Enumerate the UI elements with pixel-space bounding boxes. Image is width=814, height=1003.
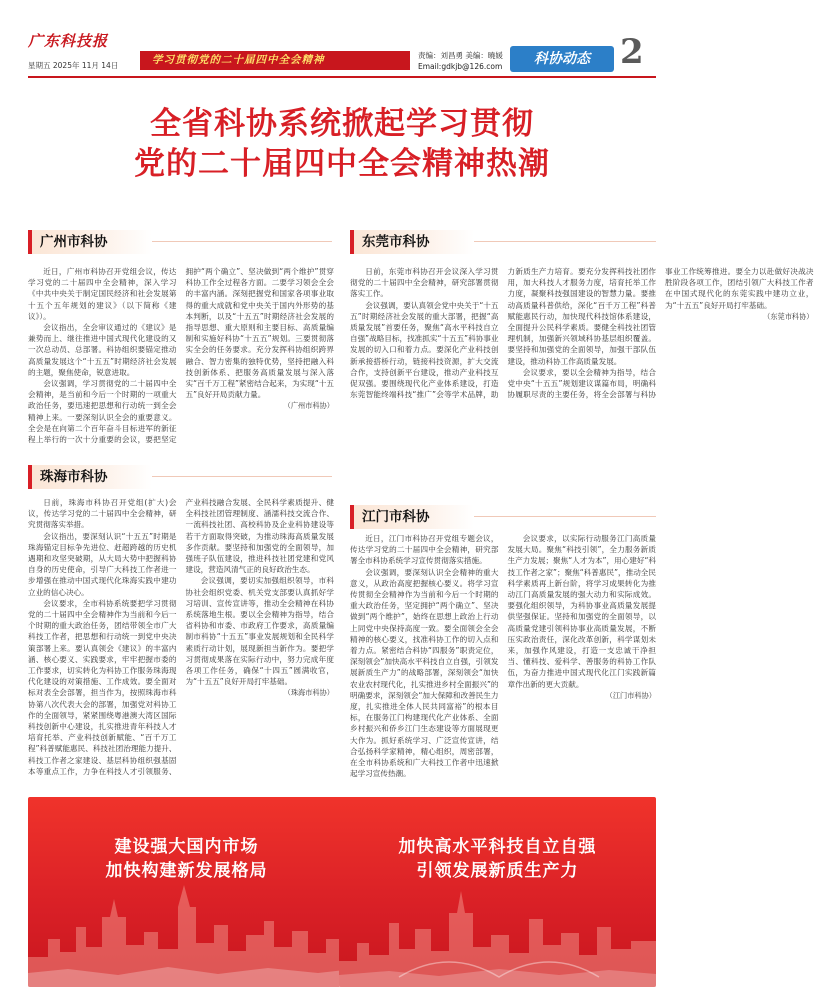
paragraph: 会议强调，学习贯彻党的二十届四中全会精神，是当前和今后一个时期的一项重大政治任务，要迅速把思想和行动统一到全会精神上来。一要深刻认识全会的重要意义。全会是在向第二个百年奋斗目标进军的新征程上举行的一次十分重要的会议，要把坚定拥护“两个确立”、坚决做到“两个维护”贯穿科协工作全过程各方面。二要学习领会全会的丰富内涵。深刻把握党和国家各项事业取得的重大成就和党中央关于国内外形势的基本判断，以及“十五五”时期经济社会发展的指导思想、重大原则和主要目标、高质量编制和实施好科协“十五五”规划。三要贯彻落实全会的任务要求。充分发挥科协组织跨界融合、智力密集的独特优势，坚持把融入科技创新体系、把服务高质量发展与深入落实“百千万工程”紧密结合起来，为实现“十五五”良好开局贡献力量。 bbox=[28, 267, 334, 445]
paragraph: 会议指出，要深刻认识“十五五”时期是珠海锚定目标争先进位、赶超跨越的历史机遇期和攻坚突破期，从大局大势中把握科协自身的历史使命，引导广大科技工作者进一步增强在推动中国式现代化珠海实践中建功立业的信心决心。 bbox=[28, 531, 177, 597]
paragraph: 日前，珠海市科协召开党组(扩大)会议，传达学习党的二十届四中全会精神，研究贯彻落实举措。 bbox=[28, 498, 177, 530]
promo-banner-right bbox=[339, 797, 656, 987]
editor-info bbox=[418, 50, 503, 72]
paragraph: 会议要求，全市科协系统要把学习贯彻党的二十届四中全会精神作为当前和今后一个时期的重大政治任务，团结带领全市广大科技工作者，把思想和行动统一到党中央决策部署上来。要认真领会《建议》的丰富内涵、核心要义、实践要求，牢牢把握市委的工作要求，切实转化为科协工作服务珠海现代化建设的对策措施、工作成效。要全面对标对表全会部署，担当作为，按照珠海市科协第八次代表大会的部署，加强党对科协工作的全面领导，紧紧围绕粤港澳大湾区国际科技创新中心建设，扎实推进青年科技人才培育托举、产业科技创新赋能、“百千万工程”科普赋能惠民、科技社团治理能力提升、科技工作者之家建设、基层科协组织强基固本等重点工作，力争在科技人才引领服务、产业科技融合发展、全民科学素质提升、健全科技社团管理制度、涵濡科技交流合作、一流科技社团、高校科协及企业科协建设等若干方面取得突破，为推动珠海高质量发展多作贡献。要坚持和加强党的全面领导，加强班子队伍建设，推进科技社团党建和党风建设，营造风清气正的良好政治生态。 bbox=[28, 498, 334, 776]
section-rule bbox=[152, 241, 332, 242]
promo-text-left bbox=[28, 835, 345, 883]
promo-line-2: 引领发展新质生产力 bbox=[416, 861, 579, 881]
issue-date: 星期五 2025年 11月 14日 bbox=[28, 61, 119, 70]
section-rule bbox=[474, 241, 656, 242]
tech-city-illustration bbox=[339, 877, 656, 987]
promo-line-1: 建设强大国内市场 bbox=[114, 837, 259, 857]
page-number: 2 bbox=[620, 32, 644, 72]
paragraph: 近日，江门市科协召开党组专题会议，传达学习党的二十届四中全会精神，研究部署全市科协系统学习宣传贯彻落实措施。 bbox=[350, 534, 499, 566]
section-header-guangzhou bbox=[28, 230, 152, 254]
paragraph: 会议强调，要切实加强组织领导，市科协社会组织党委、机关党支部要认真抓好学习培训、宣传宣讲等，推动全会精神在科协系统落地生根。要以全会精神为指导，结合省科协和市委、市政府工作要求，高质量编制市科协“十五五”事业发展规划和全民科学素质行动计划，展现新担当新作为。要把学习贯彻成果落在实际行动中，努力完成年度各项工作任务，确保“十四五”圆满收官，为“十五五”良好开局打牢基础。 bbox=[185, 576, 334, 687]
article-byline: （广州市科协） bbox=[283, 401, 334, 411]
headline-line-1: 全省科协系统掀起学习贯彻 bbox=[150, 106, 534, 142]
article-guangzhou bbox=[28, 266, 334, 446]
editor-email: Email:gdkjb@126.com bbox=[418, 62, 503, 71]
section-title-zhuhai: 珠海市科协 bbox=[40, 469, 108, 485]
promo-line-1: 加快高水平科技自立自强 bbox=[398, 837, 597, 857]
editor-names: 责编：刘昌勇 美编：曉媛 bbox=[418, 51, 503, 60]
section-rule bbox=[152, 476, 332, 477]
paragraph: 近日，广州市科协召开党组会议，传达学习党的二十届四中全会精神，深入学习《中共中央关于制定国民经济和社会发展第十五个五年规划的建议》（以下简称《建议》）。 bbox=[28, 267, 177, 321]
section-title-jiangmen: 江门市科协 bbox=[362, 509, 430, 525]
promo-line-2: 加快构建新发展格局 bbox=[105, 861, 268, 881]
paragraph: 会议指出，全会审议通过的《建议》是兼势而上、继往推进中国式现代化建设的又一次总动员、总部署。科协组织要锚定推动高质量发展这个“十五五”时期经济社会发展的主题，聚焦使命，锐意进取。 bbox=[28, 323, 177, 377]
section-header-jiangmen bbox=[350, 505, 474, 529]
article-zhuhai bbox=[28, 497, 334, 784]
newspaper-logo: 广东科技报 bbox=[28, 32, 109, 50]
paragraph: 会议要求，要以全会精神为指导，结合党中央“十五五”规划建议谋篇布局，明确科协履职尽责的主要任务，将全会部署与科协事业工作统筹推进。要全力以赴做好决战决胜阶段各项工作，团结引领广大科技工作者在中国式现代化的东莞实践中建功立业，为“十五五”良好开局打牢基础。 bbox=[507, 267, 814, 400]
section-header-zhuhai bbox=[28, 465, 152, 489]
masthead bbox=[0, 0, 684, 80]
promo-banner-left bbox=[28, 797, 345, 987]
section-title-guangzhou: 广州市科协 bbox=[40, 234, 108, 250]
masthead-rule bbox=[28, 76, 656, 78]
city-skyline-illustration bbox=[28, 877, 345, 987]
section-label: 科协动态 bbox=[510, 46, 614, 72]
article-byline: （东莞市科协） bbox=[763, 311, 814, 321]
section-header-dongguan bbox=[350, 230, 474, 254]
paragraph: 会议强调，要认真领会党中央关于“十五五”时期经济社会发展的重大部署，把握“高质量发展”首要任务，聚焦“高水平科技自立自强”战略目标，找准抓实“十五五”科协事业发展的切入口和着力点。要深化产业科技创新承接搭桥行动，链接科技资源，扩大交流合作，支持创新平台建设，推动产业科技互促双强。要围绕现代化产业体系建设，打造东莞智能终端科技“推广”会等学术品牌，助力新质生产力培育。要充分发挥科技社团作用，加大科技人才服务力度，培育托举工作力度，凝聚科技强国建设的智慧力量。要推动高质量科普供给，深化“百千万工程”科普赋能惠民行动，加快现代科技馆体系建设，全面提升公民科学素质。要健全科技社团管理机制，加强新兴领域科协基层组织覆盖。要坚持和加强党的全面领导，加强干部队伍建设，推动科协工作高质量发展。 bbox=[350, 267, 656, 400]
paragraph: 会议要求，以实际行动服务江门高质量发展大局。聚焦“科技引领”，全力服务新质生产力发展；聚焦“人才为本”，用心建好“科技工作者之家”；聚焦“科普惠民”，推动全民科学素质再上新台阶，将学习成果转化为推动江门高质量发展的强大动力和实际成效。要强化组织领导，为科协事业高质量发展提供坚强保证。坚持和加强党的全面领导，以高质量党建引领科协事业高质量发展，不断压实政治责任，深化改革创新，科学谋划未来，加强作风建设，打造一支忠诚干净担当、懂科技、爱科学、善服务的科协工作队伍，为奋力推进中国式现代化江门实践新篇章作出新的更大贡献。 bbox=[507, 534, 656, 689]
article-byline: （珠海市科协） bbox=[283, 688, 334, 698]
promo-text-right bbox=[339, 835, 656, 883]
section-title-dongguan: 东莞市科协 bbox=[362, 234, 430, 250]
section-rule bbox=[474, 516, 656, 517]
headline-line-2: 党的二十届四中全会精神热潮 bbox=[134, 146, 550, 182]
paragraph: 日前，东莞市科协召开会议深入学习贯彻党的二十届四中全会精神，研究部署贯彻落实工作。 bbox=[350, 267, 499, 299]
article-byline: （江门市科协） bbox=[605, 690, 656, 700]
paragraph: 会议强调，要深刻认识全会精神的重大意义，从政治高度把握核心要义。将学习宣传贯彻全会精神作为当前和今后一个时期的重大政治任务，坚定拥护“两个确立”、坚决做到“两个维护”，始终在思想上政治上行动上同党中央保持高度一致。要全面领会全会精神的核心要义，找准科协工作的切入点和着力点。紧密结合科协“四服务”职责定位，深刻领会“加快高水平科技自立自强，引领发展新质生产力”的战略部署，深刻领会“加快农业农村现代化，扎实推进乡村全面振兴”的明确要求，深刻领会“加大保障和改善民生力度，扎实推进全体人民共同富裕”的根本目标，在服务江门构建现代化产业体系、全面乡村振兴和侨乡江门生态建设等方面展现更大作为。抓好系统学习、广泛宣传宣讲，结合弘扬科学家精神，精心组织，周密部署，在全市科协系统和广大科技工作者中迅速掀起学习宣传热潮。 bbox=[350, 567, 499, 779]
article-jiangmen bbox=[350, 533, 656, 785]
page-headline bbox=[60, 104, 624, 184]
theme-banner: 学习贯彻党的二十届四中全会精神 bbox=[140, 51, 410, 70]
article-dongguan bbox=[350, 266, 814, 411]
